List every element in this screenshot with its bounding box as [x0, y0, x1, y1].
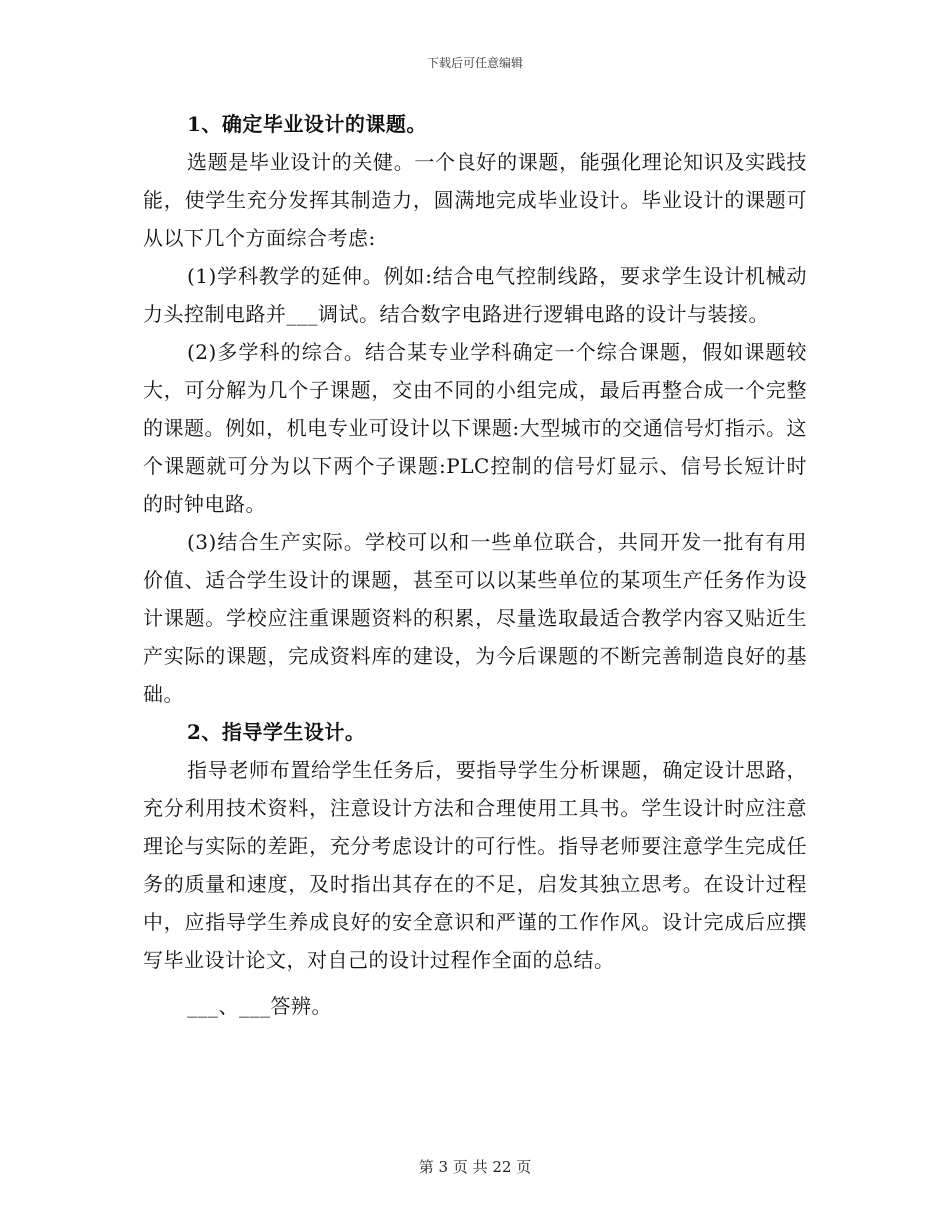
- section-1-item-3: (3)结合生产实际。学校可以和一些单位联合，共同开发一批有有用价值、适合学生设计的课题，甚至可以以某些单位的某项生产任务作为设计课题。学校应注重课题资料的积累，尽量选取最适合教学内容又贴近生产实际的课题，完成资料库的建设，为今后课题的不断完善制造良好的基础。: [143, 530, 807, 706]
- section-1-heading: 1、确定毕业设计的课题。: [187, 112, 427, 136]
- section-1-item-2: (2)多学科的综合。结合某专业学科确定一个综合课题，假如课题较大，可分解为几个子课题，交由不同的小组完成，最后再整合成一个完整的课题。例如，机电专业可设计以下课题:大型城市的交通信号灯指示。这个课题就可分为以下两个子课题:PLC控制的信号灯显示、信号长短计时的时钟电路。: [143, 340, 807, 516]
- section-2-paragraph: 指导老师布置给学生任务后，要指导学生分析课题，确定设计思路，充分利用技术资料，注意设计方法和合理使用工具书。学生设计时应注意理论与实际的差距，充分考虑设计的可行性。指导老师要注意学生完成任务的质量和速度，及时指出其存在的不足，启发其独立思考。在设计过程中，应指导学生养成良好的安全意识和严谨的工作作风。设计完成后应撰写毕业设计论文，对自己的设计过程作全面的总结。: [143, 758, 807, 972]
- document-body: [143, 105, 807, 1025]
- section-1-item-1: (1)学科教学的延伸。例如:结合电气控制线路，要求学生设计机械动力头控制电路并___调试。结合数字电路进行逻辑电路的设计与装接。: [143, 264, 807, 326]
- section-2-heading: 2、指导学生设计。: [187, 720, 366, 744]
- closing-line: ___、___答辨。: [187, 994, 332, 1018]
- page-header-note: 下载后可任意编辑: [426, 56, 523, 70]
- section-1-paragraph: 选题是毕业设计的关健。一个良好的课题，能强化理论知识及实践技能，使学生充分发挥其制造力，圆满地完成毕业设计。毕业设计的课题可从以下几个方面综合考虑:: [143, 150, 807, 250]
- page-number: 第 3 页 共 22 页: [418, 1158, 532, 1176]
